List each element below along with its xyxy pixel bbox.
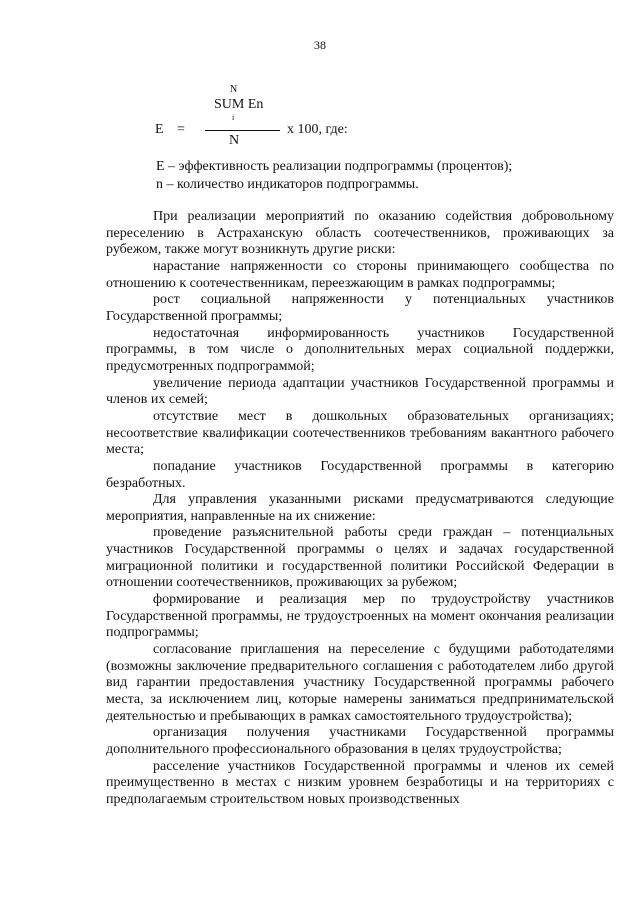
formula-numerator: SUM En <box>214 97 264 112</box>
formula-lower-index: i <box>232 113 235 122</box>
paragraph: расселение участников Государственной программы и членов их семей преимущественно в местах с низким уровнем безработицы и на территориях с предполагаемым строительством новых производственных <box>106 758 614 807</box>
definition-e: E – эффективность реализации подпрограммы (процентов); <box>156 159 513 174</box>
formula-lhs: E <box>155 122 164 137</box>
efficiency-formula <box>0 0 640 160</box>
formula-upper-limit: N <box>230 84 238 95</box>
formula-denominator: N <box>229 133 240 148</box>
paragraph: увеличение периода адаптации участников Государственной программы и членов их семей; <box>106 375 614 408</box>
formula-definitions <box>156 158 616 194</box>
formula-tail: x 100, где: <box>287 122 348 137</box>
definition-n: n – количество индикаторов подпрограммы. <box>156 177 419 192</box>
body-text <box>106 209 614 809</box>
paragraph: рост социальной напряженности у потенциальных участников Государственной программы; <box>106 292 614 324</box>
paragraph: попадание участников Государственной программы в категорию безработных. <box>106 458 614 491</box>
page-number: 38 <box>314 38 326 52</box>
paragraph: отсутствие мест в дошкольных образовательных организациях; несоответствие квалификации соотечественников требованиям вакантного рабочего места; <box>106 408 614 458</box>
paragraph: формирование и реализация мер по трудоустройству участников Государственной программы, не трудоустроенных на момент окончания реализации подпрограммы; <box>106 592 614 641</box>
paragraph: проведение разъяснительной работы среди граждан – потенциальных участников Государственной программы о целях и задачах государственной миграционной политики и государственной политики Российской Федерации в отношении соотечественников, проживающих за рубежом; <box>106 525 614 591</box>
paragraph: согласование приглашения на переселение с будущими работодателями (возможны заключение предварительного соглашения с работодателем либо другой вид гарантии предоставления участнику Государственной программы рабочего места, за исключением лиц, которые намерены заниматься предпринимательской деятельностью и пребывающих в рамках самостоятельного трудоустройства); <box>106 642 614 724</box>
paragraph: При реализации мероприятий по оказанию содействия добровольному переселению в Астраханскую область соотечественников, проживающих за рубежом, также могут возникнуть другие риски: <box>106 209 614 258</box>
paragraph: организация получения участниками Государственной программы дополнительного профессионального образования в целях трудоустройства; <box>106 725 614 757</box>
paragraph: недостаточная информированность участников Государственной программы, в том числе о дополнительных мерах социальной поддержки, предусмотренных подпрограммой; <box>106 325 614 374</box>
fraction-bar <box>205 130 280 131</box>
paragraph: нарастание напряженности со стороны принимающего сообщества по отношению к соотечественникам, переезжающим в рамках подпрограммы; <box>106 258 614 291</box>
formula-equals: = <box>177 122 185 137</box>
paragraph: Для управления указанными рисками предусматриваются следующие мероприятия, направленные на их снижение: <box>106 492 614 524</box>
